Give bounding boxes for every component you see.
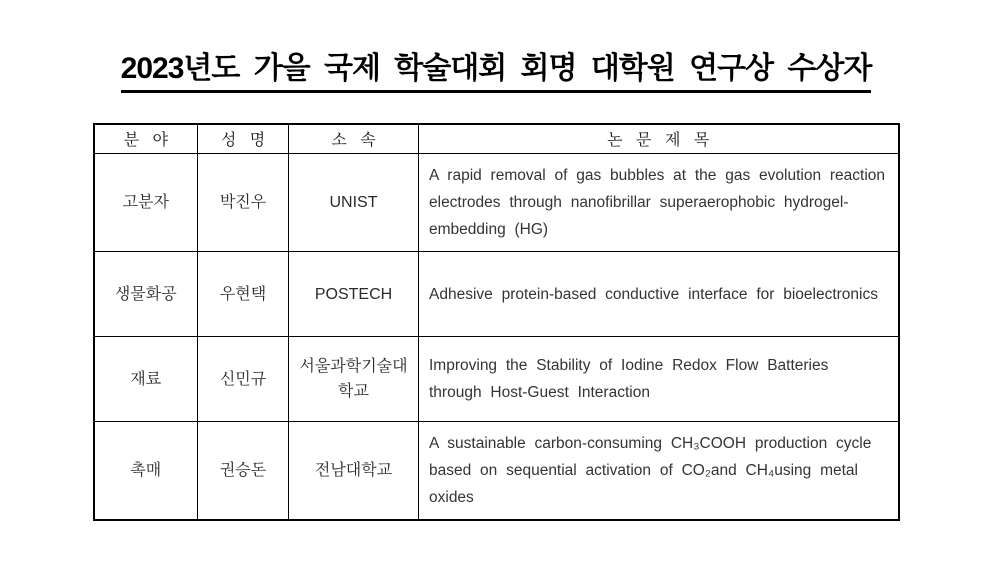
table-row — [94, 154, 899, 252]
table-header — [94, 124, 899, 154]
table-row — [94, 252, 899, 337]
cell-field: 촉매 — [94, 422, 198, 521]
cell-paper-title: Adhesive protein-based conductive interface for bioelectronics — [419, 252, 899, 337]
cell-affiliation: 전남대학교 — [289, 422, 419, 521]
header-row — [94, 124, 899, 154]
cell-paper-title: Improving the Stability of Iodine Redox Flow Batteries through Host-Guest Interaction — [419, 337, 899, 422]
cell-affiliation: POSTECH — [289, 252, 419, 337]
cell-name: 우현택 — [198, 252, 289, 337]
column-header-name: 성 명 — [198, 124, 289, 154]
cell-paper-title: A sustainable carbon-consuming CH₃COOH production cycle based on sequential activation of CO₂and CH₄using metal oxides — [419, 422, 899, 521]
cell-field: 생물화공 — [94, 252, 198, 337]
table-row — [94, 337, 899, 422]
table-body — [94, 154, 899, 521]
column-header-paper-title: 논 문 제 목 — [419, 124, 899, 154]
cell-affiliation: 서울과학기술대학교 — [289, 337, 419, 422]
cell-name: 박진우 — [198, 154, 289, 252]
cell-name: 권승돈 — [198, 422, 289, 521]
cell-field: 고분자 — [94, 154, 198, 252]
column-header-affiliation: 소 속 — [289, 124, 419, 154]
column-header-field: 분 야 — [94, 124, 198, 154]
table-row — [94, 422, 899, 521]
cell-name: 신민규 — [198, 337, 289, 422]
cell-paper-title: A rapid removal of gas bubbles at the gas evolution reaction electrodes through nanofibrillar superaerophobic hydrogel-embedding (HG) — [419, 154, 899, 252]
cell-affiliation: UNIST — [289, 154, 419, 252]
cell-field: 재료 — [94, 337, 198, 422]
awards-table — [93, 123, 900, 522]
title-block — [0, 0, 992, 93]
page-title: 2023년도 가을 국제 학술대회 회명 대학원 연구상 수상자 — [121, 52, 872, 93]
